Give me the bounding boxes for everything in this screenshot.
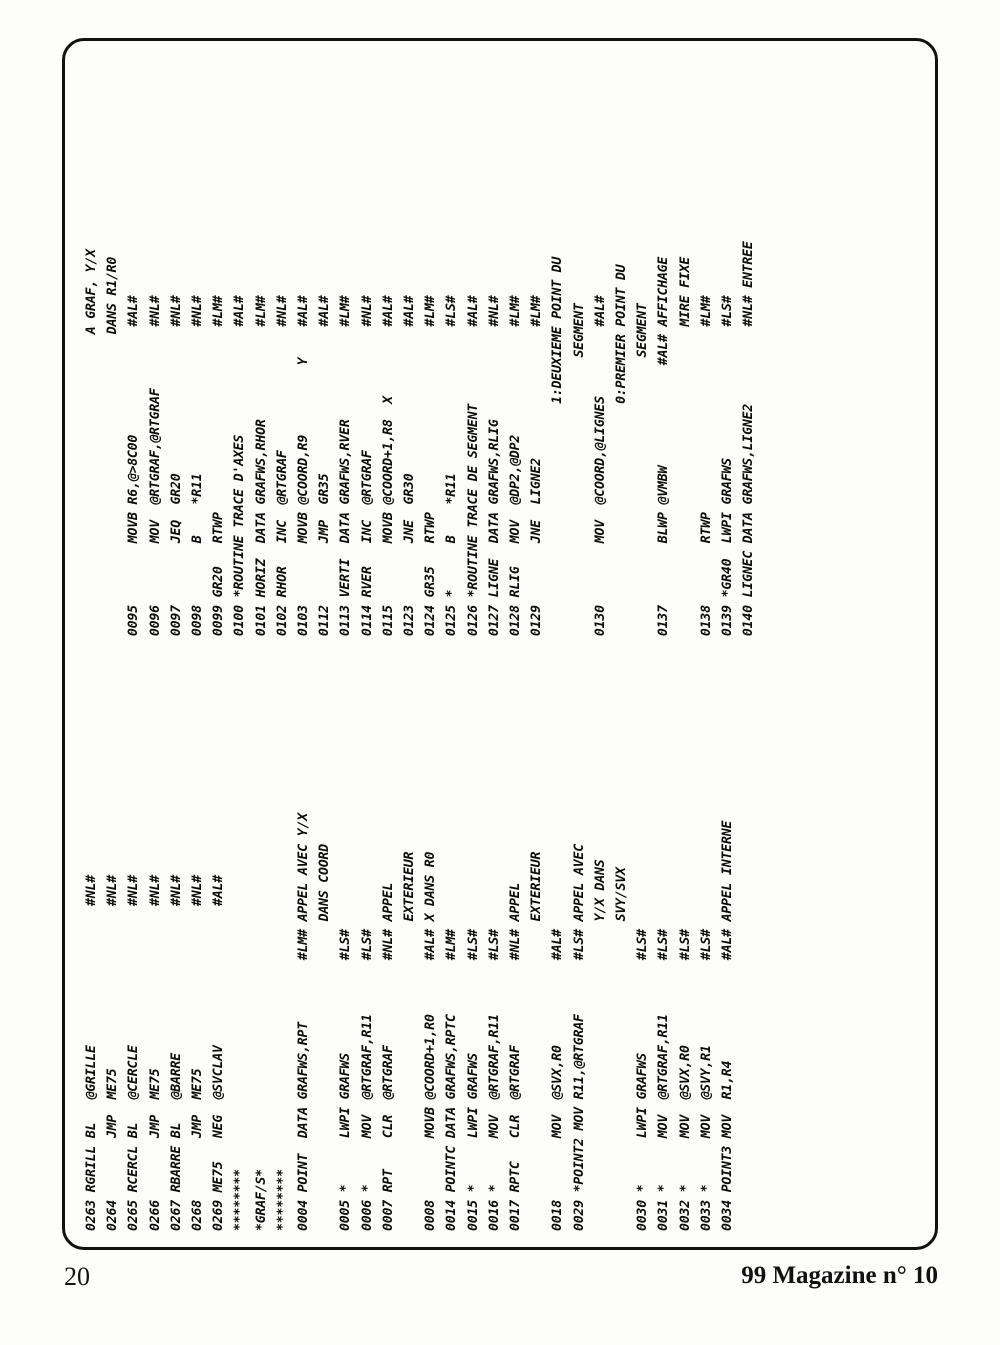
code-line: 0004 POINT DATA GRAFWS,RPT #LM# APPEL AVEC Y/X (296, 813, 312, 1231)
code-line: 0128 RLIG MOV @DP2,@DP2 #LM# (508, 295, 524, 637)
code-line: 0007 RPT CLR @RTGRAF #NL# APPEL (380, 882, 396, 1231)
code-line: 0114 RVER INC @RTGRAF #NL# (359, 295, 375, 637)
code-line: 0268 JMP ME75 #NL# (190, 874, 206, 1231)
code-line: 1:DEUXIEME POINT DU (550, 256, 566, 637)
code-line: 0096 MOV @RTGRAF,@RTGRAF #NL# (147, 295, 163, 637)
code-line: 0124 GR35 RTWP #LM# (423, 295, 439, 637)
code-line: 0015 * LWPI GRAFWS #LS# (465, 929, 481, 1231)
code-line: SEGMENT (635, 303, 651, 637)
code-line: 0269 ME75 NEG @SVCLAV #AL# (211, 874, 227, 1231)
assembly-listing (65, 41, 938, 1250)
code-line: 0129 JNE LIGNE2 #LM# (529, 295, 545, 637)
code-line: Y/X DANS (592, 859, 608, 1231)
code-line: 0097 JEQ GR20 #NL# (168, 295, 184, 637)
code-line: 0008 MOVB @COORD+1,R0 #AL# X DANS R0 (423, 851, 439, 1231)
code-line: 0112 JMP GR35 #AL# (317, 295, 333, 637)
code-line: 0267 RBARRE BL @BARRE #NL# (168, 874, 184, 1231)
code-line: 0126 *ROUTINE TRACE DE SEGMENT #AL# (465, 295, 481, 637)
code-line: 0266 JMP ME75 #NL# (147, 874, 163, 1231)
code-line: 0:PREMIER POINT DU (614, 264, 630, 637)
rotated-listing-wrapper (65, 41, 938, 1250)
code-line: 0140 LIGNEC DATA GRAFWS,LIGNE2 #NL# ENTREE (741, 241, 757, 637)
code-line: 0102 RHOR INC @RTGRAF #NL# (274, 295, 290, 637)
page-footer (0, 1262, 1000, 1322)
code-line: ******** (232, 1169, 248, 1231)
code-line: 0113 VERTI DATA GRAFWS,RVER #LM# (338, 295, 354, 637)
code-line: 0115 MOVB @COORD+1,R8 X #AL# (380, 295, 396, 637)
listing-frame (62, 38, 938, 1250)
code-line: DANS COORD (317, 844, 333, 1231)
code-line: 0265 RCERCL BL @CERCLE #NL# (126, 874, 142, 1231)
code-line: 0031 * MOV @RTGRAF,R11 #LS# (656, 929, 672, 1231)
code-line: 0127 LIGNE DATA GRAFWS,RLIG #NL# (486, 295, 502, 637)
code-line: EXTERIEUR (529, 851, 545, 1231)
code-line: 0030 * LWPI GRAFWS #LS# (635, 929, 651, 1231)
code-line: 0263 RGRILL BL @GRILLE #NL# (84, 874, 99, 1231)
listing-column-left (81, 636, 760, 1231)
code-line: 0130 MOV @COORD,@LIGNES #AL# (592, 295, 608, 637)
code-line: SEGMENT (571, 303, 587, 637)
code-line: 0032 * MOV @SVX,R0 #LS# (677, 929, 693, 1231)
code-line: 0033 * MOV @SVY,R1 #LS# (698, 929, 714, 1231)
code-line: 0095 MOVB R6,@>8C00 #AL# (126, 295, 142, 637)
code-line: EXTERIEUR (402, 851, 418, 1231)
code-line: 0137 BLWP @VMBW #AL# AFFICHAGE (656, 256, 672, 637)
code-line: 0139 *GR40 LWPI GRAFWS #LS# (720, 295, 736, 637)
code-line: 0103 MOVB @COORD,R9 Y #AL# (296, 295, 312, 637)
code-line: MIRE FIXE (677, 256, 693, 637)
code-line: SVY/SVX (614, 867, 630, 1231)
code-line: 0005 * LWPI GRAFWS #LS# (338, 929, 354, 1231)
code-line: 0018 MOV @SVX,R0 #AL# (550, 929, 566, 1231)
magazine-title: 99 Magazine n° 10 (741, 1262, 938, 1289)
code-line: 0264 JMP ME75 #NL# (105, 874, 121, 1231)
code-line: 0138 RTWP #LM# (698, 295, 714, 637)
code-line: DANS R1/R0 (105, 256, 121, 637)
listing-column-right (81, 61, 760, 636)
code-line: 0029 *POINT2 MOV R11,@RTGRAF #LS# APPEL AVEC (571, 844, 587, 1231)
code-line: 0125 * B *R11 #LS# (444, 295, 460, 637)
listing-columns (81, 61, 760, 1231)
code-line: *GRAF/S* (253, 1169, 269, 1231)
code-line: A GRAF, Y/X (84, 249, 99, 637)
code-line: 0034 POINT3 MOV R1,R4 #AL# APPEL INTERNE (720, 820, 736, 1231)
code-line: 0098 B *R11 #NL# (190, 295, 206, 637)
page-number: 20 (64, 1262, 90, 1291)
code-line: 0016 * MOV @RTGRAF,R11 #LS# (486, 929, 502, 1231)
code-line: 0099 GR20 RTWP #LM# (211, 295, 227, 637)
code-line: ******** (274, 1169, 290, 1231)
code-line: 0123 JNE GR30 #AL# (402, 295, 418, 637)
code-line: 0101 HORIZ DATA GRAFWS,RHOR #LM# (253, 295, 269, 637)
code-line: 0017 RPTC CLR @RTGRAF #NL# APPEL (508, 882, 524, 1231)
code-line: 0100 *ROUTINE TRACE D'AXES #AL# (232, 295, 248, 637)
code-line: 0014 POINTC DATA GRAFWS,RPTC #LM# (444, 929, 460, 1231)
code-line: 0006 * MOV @RTGRAF,R11 #LS# (359, 929, 375, 1231)
